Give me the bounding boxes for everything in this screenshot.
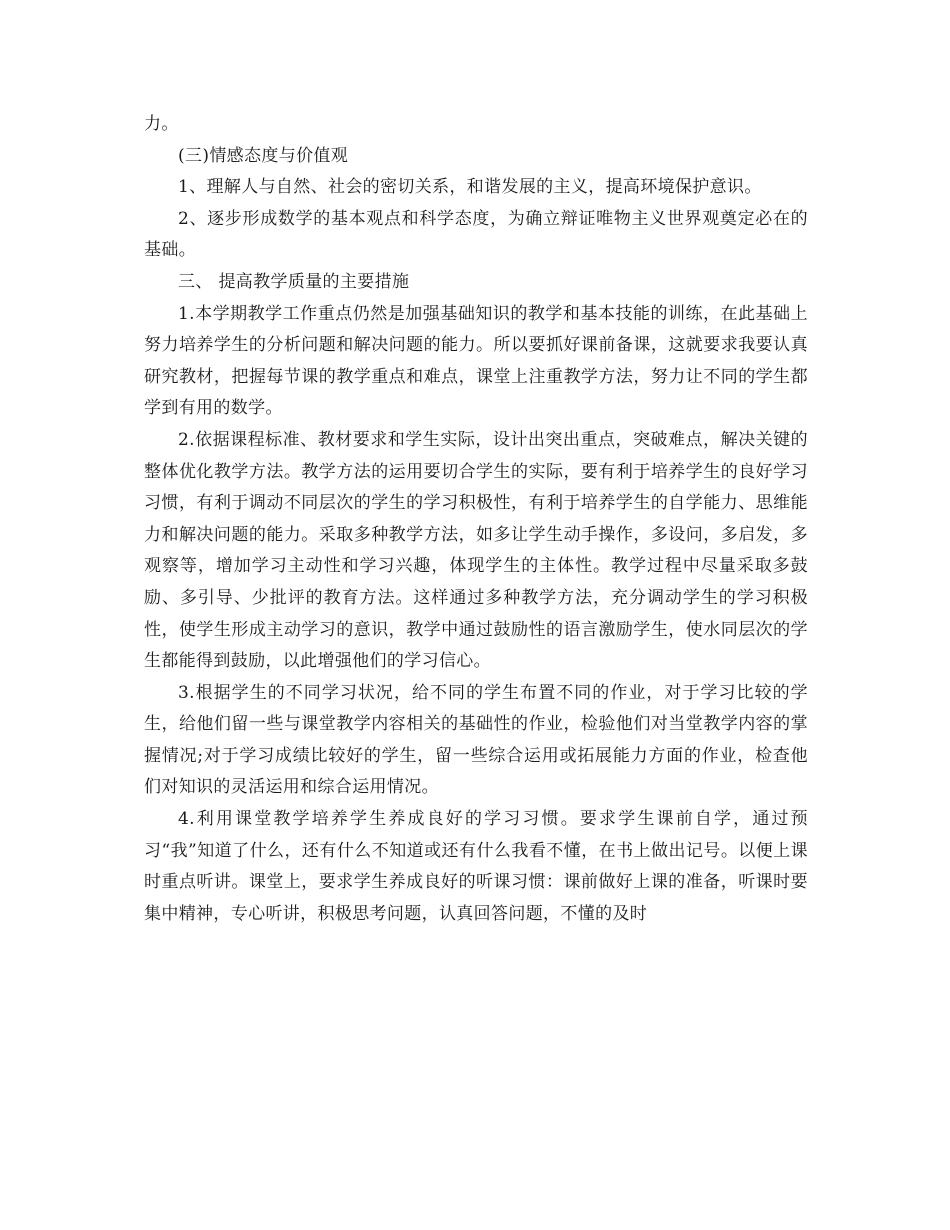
measure-paragraph-2: 2.依据课程标准、教材要求和学生实际，设计出突出重点，突破难点，解决关键的整体优化教学方法。教学方法的运用要切合学生的实际，要有利于培养学生的良好学习习惯，有利于调动不同层次的学生的学习积极性，有利于培养学生的自学能力、思维能力和解决问题的能力。采取多种教学方法，如多让学生动手操作，多设问，多启发，多观察等，增加学习主动性和学习兴趣，体现学生的主体性。教学过程中尽量采取多鼓励、多引导、少批评的教育方法。这样通过多种教学方法，充分调动学生的学习积极性，使学生形成主动学习的意识，教学中通过鼓励性的语言激励学生，使水同层次的学生都能得到鼓励，以此增强他们的学习信心。 <box>144 429 808 672</box>
section-heading-attitudes-values: (三)情感态度与价值观 <box>178 145 349 166</box>
measure-paragraph-1: 1.本学期教学工作重点仍然是加强基础知识的教学和基本技能的训练，在此基础上努力培养学生的分析问题和解决问题的能力。所以要抓好课前备课，这就要求我要认真研究教材，把握每节课的教学重点和难点，课堂上注重教学方法，努力让不同的学生都学到有用的数学。 <box>144 303 808 419</box>
paragraph-continuation: 力。 <box>144 114 179 134</box>
list-item-1: 1、理解人与自然、社会的密切关系，和谐发展的主义，提高环境保护意识。 <box>178 177 762 198</box>
measure-paragraph-4: 4.利用课堂教学培养学生养成良好的学习习惯。要求学生课前自学，通过预习“我”知道了什么，还有什么不知道或还有什么我看不懂，在书上做出记号。以便上课时重点听讲。课堂上，要求学生养成良好的听课习惯：课前做好上课的准备，听课时要集中精神，专心听讲，积极思考问题，认真回答问题，不懂的及时 <box>144 809 808 924</box>
measure-paragraph-3: 3.根据学生的不同学习状况，给不同的学生布置不同的作业，对于学习比较的学生，给他们留一些与课堂教学内容相关的基础性的作业，检验他们对当堂教学内容的掌握情况;对于学习成绩比较好的学生，留一些综合运用或拓展能力方面的作业，检查他们对知识的灵活运用和综合运用情况。 <box>144 682 808 798</box>
section-heading-measures: 三、 提高教学质量的主要措施 <box>178 271 410 292</box>
list-item-2: 2、逐步形成数学的基本观点和科学态度，为确立辩证唯物主义世界观奠定必在的基础。 <box>144 208 808 261</box>
